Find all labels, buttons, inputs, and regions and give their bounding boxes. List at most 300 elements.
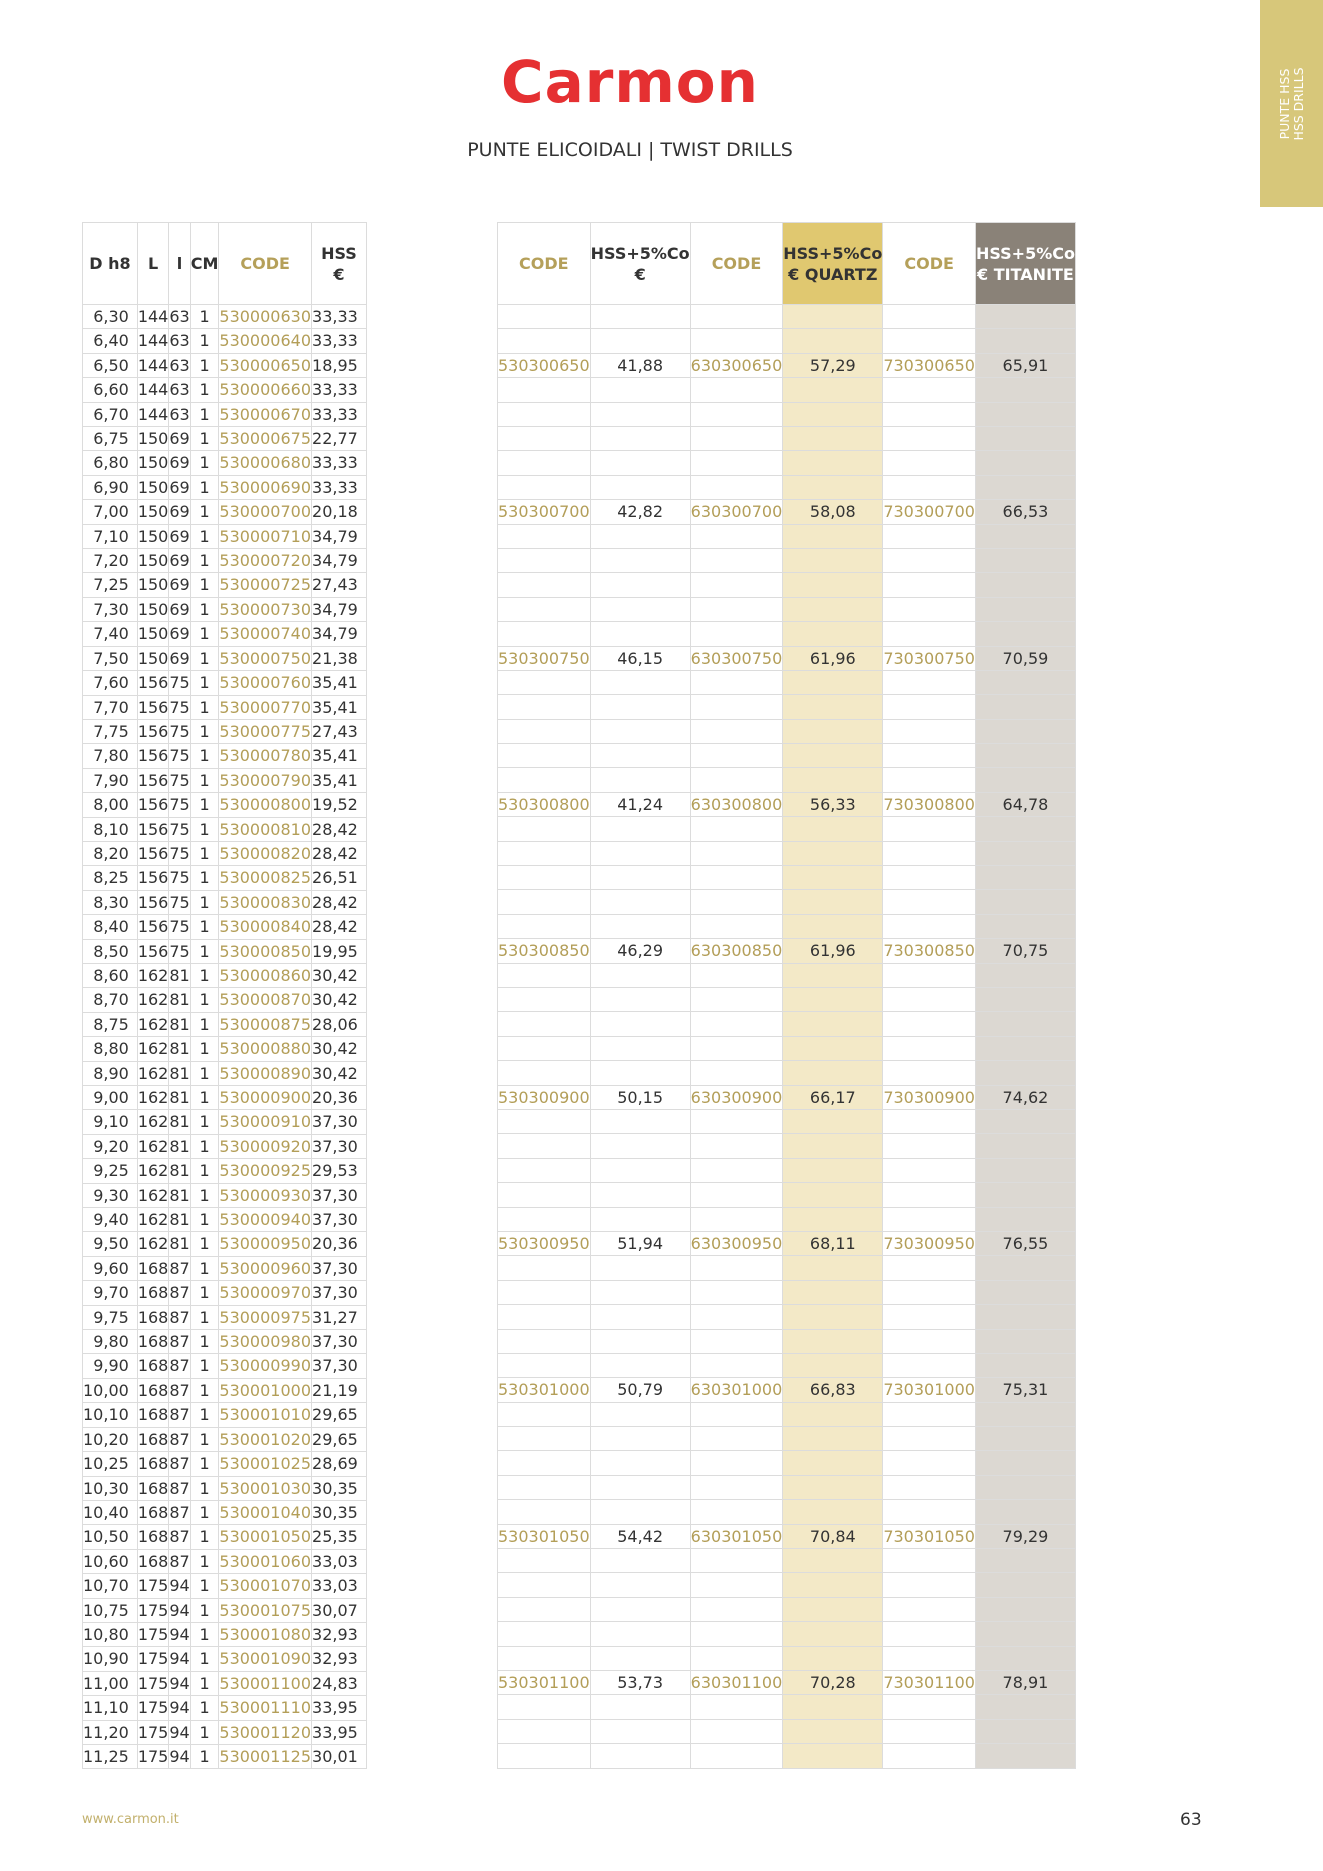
table-hss-cell: 30,07 [312, 1598, 367, 1622]
table-cobalt-cell [783, 914, 883, 938]
table-hss-cell: 10,25 [83, 1452, 138, 1476]
table-cobalt-cell [975, 597, 1075, 621]
table-hss-cell: 8,30 [83, 890, 138, 914]
table-row [83, 719, 367, 743]
table-hss-cell: 1 [190, 1427, 219, 1451]
section-tab-line2: HSS DRILLS [1290, 67, 1306, 141]
table-cobalt-cell: 630300950 [690, 1231, 783, 1255]
table-row [498, 719, 1076, 743]
table-row [83, 1061, 367, 1085]
table-cobalt-cell [883, 1256, 976, 1280]
table-hss-cell: 530001010 [219, 1403, 312, 1427]
table-row [498, 1475, 1076, 1499]
table-cobalt-cell [883, 1719, 976, 1743]
table-hss-cell: 63 [169, 305, 190, 329]
table-hss-cell: 30,35 [312, 1476, 367, 1500]
table-hss-cell: 1 [190, 353, 219, 377]
table-hss-cell: 530000910 [219, 1110, 312, 1134]
table-hss-cell: 32,93 [312, 1622, 367, 1646]
table-hss-cell: 8,50 [83, 939, 138, 963]
table-row [498, 1109, 1076, 1133]
table-cobalt-cell [783, 988, 883, 1012]
table-hss-cell: 530000710 [219, 524, 312, 548]
table-hss-cell: 18,95 [312, 353, 367, 377]
table-hss-cell: 94 [169, 1696, 190, 1720]
table-row [83, 1427, 367, 1451]
table-hss-cell: 144 [137, 305, 169, 329]
table-hss-cell: 530000725 [219, 573, 312, 597]
table-cobalt-cell [783, 305, 883, 329]
table-hss-cell: 30,42 [312, 963, 367, 987]
table-row [83, 1183, 367, 1207]
table-hss-cell: 81 [169, 1232, 190, 1256]
table-hss-cell: 8,75 [83, 1012, 138, 1036]
table-row [498, 1597, 1076, 1621]
table-cobalt-cell [590, 1353, 690, 1377]
table-hss-cell: 530001000 [219, 1378, 312, 1402]
table-cobalt-cell [690, 524, 783, 548]
table-cobalt-cell: 630301100 [690, 1671, 783, 1695]
table-hss-cell: 168 [137, 1549, 169, 1573]
table-cobalt-cell: 74,62 [975, 1085, 1075, 1109]
table-cobalt-cell [883, 744, 976, 768]
table-row [498, 1719, 1076, 1743]
table-hss-cell: 21,19 [312, 1378, 367, 1402]
table-hss-cell: 162 [137, 1159, 169, 1183]
table-hss-cell: 530000780 [219, 744, 312, 768]
table-hss-cell: 1 [190, 1744, 219, 1768]
table-row [83, 1378, 367, 1402]
table-hss-cell: 81 [169, 1159, 190, 1183]
table-cobalt-cell [498, 475, 591, 499]
table-cobalt-cell: 730300950 [883, 1231, 976, 1255]
table-hss-cell: 10,50 [83, 1525, 138, 1549]
table-hss-cell: 7,70 [83, 695, 138, 719]
table-cobalt-cell [883, 719, 976, 743]
table-row [498, 1036, 1076, 1060]
table-cobalt-cell [975, 988, 1075, 1012]
table-cobalt-cell [498, 548, 591, 572]
table-cobalt-cell [975, 451, 1075, 475]
table-row [498, 524, 1076, 548]
table-cobalt-cell [690, 378, 783, 402]
table-cobalt-cell [590, 1329, 690, 1353]
table-row [83, 1110, 367, 1134]
table-cobalt-cell [975, 1183, 1075, 1207]
table-cobalt-cell: 64,78 [975, 792, 1075, 816]
table-row [83, 1647, 367, 1671]
table-row [498, 1231, 1076, 1255]
table-cobalt-cell [883, 1451, 976, 1475]
table-row [83, 1305, 367, 1329]
table-hss-cell: 156 [137, 719, 169, 743]
table-hss-cell: 1 [190, 719, 219, 743]
table-hss-cell: 530000870 [219, 988, 312, 1012]
table-cobalt-cell [590, 1427, 690, 1451]
table-cobalt-cell [883, 1695, 976, 1719]
table-cobalt-cell [783, 1061, 883, 1085]
table-cobalt-cell: 41,88 [590, 353, 690, 377]
table-hss-cell: 7,50 [83, 646, 138, 670]
table-row [83, 451, 367, 475]
table-hss-cell: 75 [169, 841, 190, 865]
table-cobalt-cell [690, 1280, 783, 1304]
table-hss-cell: 75 [169, 744, 190, 768]
table-hss-cell: 63 [169, 353, 190, 377]
table-row [83, 427, 367, 451]
table-cobalt-cell [975, 426, 1075, 450]
table-cobalt-cell [883, 451, 976, 475]
table-hss-cell: 33,03 [312, 1574, 367, 1598]
table-cobalt-cell [783, 1646, 883, 1670]
table-cobalt-cell [883, 597, 976, 621]
table-hss-cell: 9,40 [83, 1208, 138, 1232]
table-row [498, 329, 1076, 353]
table-hss-cell: 28,69 [312, 1452, 367, 1476]
table-hss-cell: 168 [137, 1500, 169, 1524]
table-row [498, 792, 1076, 816]
table-cobalt-cell [590, 1256, 690, 1280]
table-hss-cell: 7,00 [83, 500, 138, 524]
table-row [83, 866, 367, 890]
table-cobalt-cell [590, 1207, 690, 1231]
table-cobalt-cell [975, 1500, 1075, 1524]
table-cobalt-cell [590, 768, 690, 792]
table-cobalt-cell [783, 451, 883, 475]
table-hss-cell: 1 [190, 451, 219, 475]
table-cobalt-cell [498, 1329, 591, 1353]
table-cobalt-cell [975, 817, 1075, 841]
table-cobalt-cell: 61,96 [783, 939, 883, 963]
table-row [498, 305, 1076, 329]
table-cobalt-cell: 70,75 [975, 939, 1075, 963]
table-cobalt-cell [783, 1622, 883, 1646]
table-hss-cell: 150 [137, 500, 169, 524]
table-hss-cell: 1 [190, 1159, 219, 1183]
table-cobalt-cell: 530300650 [498, 353, 591, 377]
table-hss-cell: 81 [169, 1183, 190, 1207]
table-hss-cell: 33,33 [312, 329, 367, 353]
table-cobalt-cell [783, 866, 883, 890]
table-hss-cell: 7,80 [83, 744, 138, 768]
table-cobalt-cell [975, 719, 1075, 743]
table-cobalt-cell [690, 1207, 783, 1231]
table-cobalt-cell [498, 1183, 591, 1207]
table-cobalt-cell [498, 1695, 591, 1719]
table-hss-cell: 1 [190, 817, 219, 841]
table-row [83, 597, 367, 621]
table-row [498, 890, 1076, 914]
table-cobalt-cell [498, 1012, 591, 1036]
table-cobalt-cell [498, 426, 591, 450]
table-cobalt-cell [690, 1597, 783, 1621]
table-hss-cell: 175 [137, 1671, 169, 1695]
table-cobalt-cell [783, 597, 883, 621]
table-hss-cell: 175 [137, 1720, 169, 1744]
table-cobalt-cell [975, 1256, 1075, 1280]
table-hss-cell: 144 [137, 353, 169, 377]
table-cobalt-cell [783, 622, 883, 646]
table-cobalt-cell: 630300800 [690, 792, 783, 816]
table-cobalt-cell [498, 524, 591, 548]
table-hss-cell: 10,90 [83, 1647, 138, 1671]
table-hss-cell: 75 [169, 768, 190, 792]
table-row [83, 1622, 367, 1646]
table-hss-cell: 156 [137, 866, 169, 890]
table-hss-cell: 33,95 [312, 1696, 367, 1720]
table-hss-cell: 150 [137, 622, 169, 646]
table-hss-cell: 156 [137, 744, 169, 768]
table-row [83, 524, 367, 548]
table-hss-cell: 87 [169, 1330, 190, 1354]
table-cobalt-cell [690, 1134, 783, 1158]
table-cobalt-cell [783, 402, 883, 426]
table-cobalt-cell [975, 1451, 1075, 1475]
table-hss-cell: 69 [169, 646, 190, 670]
table-hss-cell: 162 [137, 1183, 169, 1207]
table-cobalt-cell [975, 1695, 1075, 1719]
table-cobalt-cell [590, 573, 690, 597]
table-hss-cell: 7,60 [83, 671, 138, 695]
table-row [83, 1354, 367, 1378]
table-hss-cell: 150 [137, 646, 169, 670]
table-hss-header-2: l [169, 223, 190, 305]
table-hss-cell: 530000660 [219, 378, 312, 402]
table-cobalt-cell: 730300850 [883, 939, 976, 963]
table-cobalt-cell: 53,73 [590, 1671, 690, 1695]
table-hss-cell: 69 [169, 500, 190, 524]
table-hss-cell: 168 [137, 1476, 169, 1500]
table-hss-cell: 162 [137, 963, 169, 987]
table-cobalt-cell: 46,29 [590, 939, 690, 963]
table-hss-cell: 1 [190, 1281, 219, 1305]
table-hss-cell: 8,60 [83, 963, 138, 987]
table-cobalt-cell [783, 1695, 883, 1719]
table-hss-cell: 9,80 [83, 1330, 138, 1354]
table-row [83, 744, 367, 768]
table-row [498, 768, 1076, 792]
table-hss-cell: 156 [137, 915, 169, 939]
table-cobalt-cell [690, 1573, 783, 1597]
table-hss-cell: 28,42 [312, 817, 367, 841]
table-cobalt-cell: 66,53 [975, 500, 1075, 524]
table-hss-cell: 530000690 [219, 475, 312, 499]
table-cobalt-cell: 730300750 [883, 646, 976, 670]
table-cobalt-cell [498, 1353, 591, 1377]
table-row [83, 475, 367, 499]
table-row [498, 914, 1076, 938]
table-hss-cell: 1 [190, 1232, 219, 1256]
table-row [498, 622, 1076, 646]
table-hss-cell: 530000925 [219, 1159, 312, 1183]
table-cobalt-cell [690, 1475, 783, 1499]
table-hss-cell: 530000920 [219, 1134, 312, 1158]
table-cobalt-cell [783, 670, 883, 694]
table-hss-cell: 168 [137, 1281, 169, 1305]
table-hss-cell: 24,83 [312, 1671, 367, 1695]
table-cobalt-cell [590, 744, 690, 768]
table-hss-cell: 1 [190, 622, 219, 646]
table-cobalt-cell: 68,11 [783, 1231, 883, 1255]
table-hss-cell: 530000730 [219, 597, 312, 621]
table-hss-cell: 168 [137, 1378, 169, 1402]
table-hss-cell: 1 [190, 500, 219, 524]
table-cobalt-cell [783, 1475, 883, 1499]
table-row [83, 1549, 367, 1573]
table-cobalt-cell: 730301100 [883, 1671, 976, 1695]
table-hss-cell: 81 [169, 988, 190, 1012]
table-hss-cell: 8,10 [83, 817, 138, 841]
table-row [83, 988, 367, 1012]
table-cobalt-cell [498, 305, 591, 329]
table-cobalt-cell [690, 1061, 783, 1085]
table-cobalt-cell [783, 378, 883, 402]
table-cobalt-cell [498, 1451, 591, 1475]
table-cobalt-cell [975, 670, 1075, 694]
table-cobalt-cell [883, 524, 976, 548]
table-cobalt-cell [783, 1500, 883, 1524]
table-hss-cell: 1 [190, 939, 219, 963]
table-cobalt-cell [590, 1402, 690, 1426]
table-cobalt-cell [883, 1207, 976, 1231]
table-hss-cell: 530001090 [219, 1647, 312, 1671]
table-hss-cell: 10,60 [83, 1549, 138, 1573]
table-cobalt-cell [690, 988, 783, 1012]
table-hss-cell: 10,75 [83, 1598, 138, 1622]
table-hss-cell: 162 [137, 1208, 169, 1232]
table-row [83, 549, 367, 573]
table-cobalt-cell [498, 1158, 591, 1182]
table-cobalt-cell [690, 1109, 783, 1133]
table-cobalt-cell [498, 1305, 591, 1329]
table-cobalt-cell [498, 597, 591, 621]
table-cobalt-cell [883, 1305, 976, 1329]
table-row [83, 329, 367, 353]
table-cobalt-cell [883, 622, 976, 646]
table-cobalt-cell [783, 1280, 883, 1304]
table-hss-cell: 168 [137, 1452, 169, 1476]
table-hss-cell: 81 [169, 1037, 190, 1061]
table-cobalt-cell [883, 1646, 976, 1670]
table-cobalt-cell [690, 1305, 783, 1329]
table-row [498, 1158, 1076, 1182]
table-hss-cell: 81 [169, 1110, 190, 1134]
table-cobalt-cell [783, 1451, 883, 1475]
table-hss-cell: 34,79 [312, 622, 367, 646]
table-hss-cell: 8,70 [83, 988, 138, 1012]
table-hss-cell: 81 [169, 1012, 190, 1036]
table-hss [82, 222, 367, 1769]
table-cobalt-cell [975, 524, 1075, 548]
table-hss-cell: 168 [137, 1427, 169, 1451]
table-cobalt-cell [590, 1012, 690, 1036]
table-cobalt-cell [590, 817, 690, 841]
table-row [83, 1159, 367, 1183]
table-row [498, 1085, 1076, 1109]
table-cobalt-header [498, 223, 1076, 305]
table-cobalt-cell: 530301100 [498, 1671, 591, 1695]
table-hss-cell: 530000880 [219, 1037, 312, 1061]
table-hss-cell: 9,50 [83, 1232, 138, 1256]
table-hss-cell: 8,00 [83, 793, 138, 817]
table-hss-cell: 87 [169, 1476, 190, 1500]
table-cobalt-cell [590, 1451, 690, 1475]
table-hss-cell: 1 [190, 475, 219, 499]
table-cobalt-cell [690, 1646, 783, 1670]
table-hss-cell: 1 [190, 695, 219, 719]
table-cobalt-cell [590, 1134, 690, 1158]
table-cobalt-cell [690, 1500, 783, 1524]
table-row [83, 1012, 367, 1036]
table-hss-cell: 150 [137, 597, 169, 621]
table-cobalt-cell [783, 1305, 883, 1329]
table-hss-cell: 69 [169, 427, 190, 451]
table-row [83, 1134, 367, 1158]
table-hss-cell: 6,50 [83, 353, 138, 377]
table-row [498, 573, 1076, 597]
table-row [498, 1622, 1076, 1646]
table-row [498, 378, 1076, 402]
table-cobalt-cell [498, 402, 591, 426]
table-hss-cell: 10,30 [83, 1476, 138, 1500]
table-hss-cell: 11,00 [83, 1671, 138, 1695]
table-hss-cell: 530000840 [219, 915, 312, 939]
table-row [83, 622, 367, 646]
table-row [498, 670, 1076, 694]
table-hss-cell: 28,42 [312, 841, 367, 865]
table-hss-cell: 530001125 [219, 1744, 312, 1768]
table-cobalt-cell [883, 1402, 976, 1426]
table-cobalt-cell [975, 1597, 1075, 1621]
table-cobalt-cell [883, 1744, 976, 1768]
table-cobalt-cell [690, 866, 783, 890]
table-hss-cell: 156 [137, 768, 169, 792]
table-hss-cell: 162 [137, 1061, 169, 1085]
table-hss-cell: 530000800 [219, 793, 312, 817]
table-cobalt-cell [590, 548, 690, 572]
table-hss-cell: 9,90 [83, 1354, 138, 1378]
table-row [83, 1744, 367, 1768]
table-hss-cell: 156 [137, 793, 169, 817]
table-hss-cell: 35,41 [312, 671, 367, 695]
table-hss-cell: 75 [169, 866, 190, 890]
table-cobalt-cell [690, 1744, 783, 1768]
table-cobalt-header-1: HSS+5%Co € [590, 223, 690, 305]
table-hss-cell: 20,36 [312, 1232, 367, 1256]
table-hss-cell: 6,40 [83, 329, 138, 353]
table-cobalt-cell [883, 695, 976, 719]
table-row [498, 597, 1076, 621]
table-hss-cell: 33,33 [312, 475, 367, 499]
table-hss-cell: 94 [169, 1598, 190, 1622]
table-row [498, 1061, 1076, 1085]
table-hss-cell: 530000650 [219, 353, 312, 377]
table-row [498, 695, 1076, 719]
table-hss-cell: 28,42 [312, 890, 367, 914]
table-hss-cell: 6,75 [83, 427, 138, 451]
table-cobalt-cell [498, 1402, 591, 1426]
table-cobalt-cell [690, 329, 783, 353]
table-cobalt-cell [498, 1597, 591, 1621]
table-hss-cell: 37,30 [312, 1208, 367, 1232]
table-cobalt-cell: 730301000 [883, 1378, 976, 1402]
table-hss-cell: 30,42 [312, 1061, 367, 1085]
table-row [498, 475, 1076, 499]
table-cobalt-cell [590, 963, 690, 987]
table-hss-cell: 11,10 [83, 1696, 138, 1720]
table-cobalt-cell [498, 378, 591, 402]
table-cobalt-cell [975, 1646, 1075, 1670]
